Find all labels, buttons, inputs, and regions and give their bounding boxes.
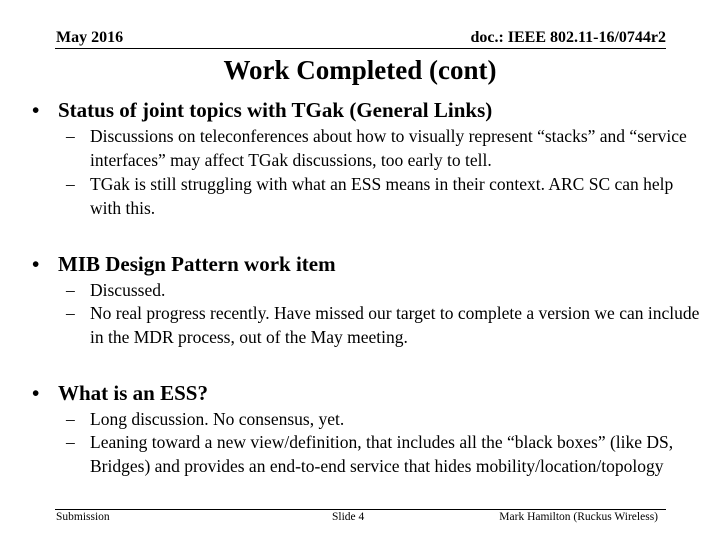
sub-bullet-text: Discussions on teleconferences about how to visually represent “stacks” and “service interfaces” may affect TGak discussions, too early to tell.	[90, 126, 687, 170]
sub-bullet	[66, 279, 700, 303]
dash-icon: –	[66, 174, 75, 194]
footer-submission: Submission	[56, 511, 110, 523]
dash-icon: –	[66, 280, 75, 300]
header-divider	[55, 48, 666, 49]
dash-icon: –	[66, 409, 75, 429]
bullet-what-is-ess	[32, 380, 692, 406]
bullet-text: Status of joint topics with TGak (General Links)	[58, 98, 493, 122]
dash-icon: –	[66, 303, 75, 323]
dash-icon: –	[66, 432, 75, 452]
sub-bullet-text: Long discussion. No consensus, yet.	[90, 409, 345, 429]
slide-title: Work Completed (cont)	[223, 55, 497, 85]
dash-icon: –	[66, 126, 75, 146]
bullet-dot-icon: •	[32, 252, 40, 276]
sub-bullet	[66, 431, 700, 478]
sub-bullet	[66, 173, 700, 220]
header-date: May 2016	[56, 29, 124, 46]
footer-author: Mark Hamilton (Ruckus Wireless)	[499, 511, 658, 523]
footer-slide-number: Slide 4	[332, 511, 365, 523]
sub-bullet	[66, 125, 700, 172]
sub-bullet-text: TGak is still struggling with what an ESS means in their context. ARC SC can help with this.	[90, 174, 674, 218]
sub-bullet-text: No real progress recently. Have missed our target to complete a version we can include in the MDR process, out of the May meeting.	[90, 303, 700, 347]
sub-bullet-text: Leaning toward a new view/definition, that includes all the “black boxes” (like DS, Bridges) and provides an end-to-end service that hides mobility/location/topology	[90, 432, 674, 476]
bullet-dot-icon: •	[32, 381, 40, 405]
sub-bullet-text: Discussed.	[90, 280, 166, 300]
sub-bullet	[66, 302, 700, 349]
bullet-text: MIB Design Pattern work item	[58, 252, 336, 276]
bullet-joint-topics	[32, 97, 692, 123]
footer-divider	[55, 509, 666, 510]
sub-bullet	[66, 408, 700, 432]
bullet-text: What is an ESS?	[58, 381, 208, 405]
header-doc-number: doc.: IEEE 802.11-16/0744r2	[470, 29, 666, 46]
bullet-mib-design	[32, 251, 692, 277]
bullet-dot-icon: •	[32, 98, 40, 122]
